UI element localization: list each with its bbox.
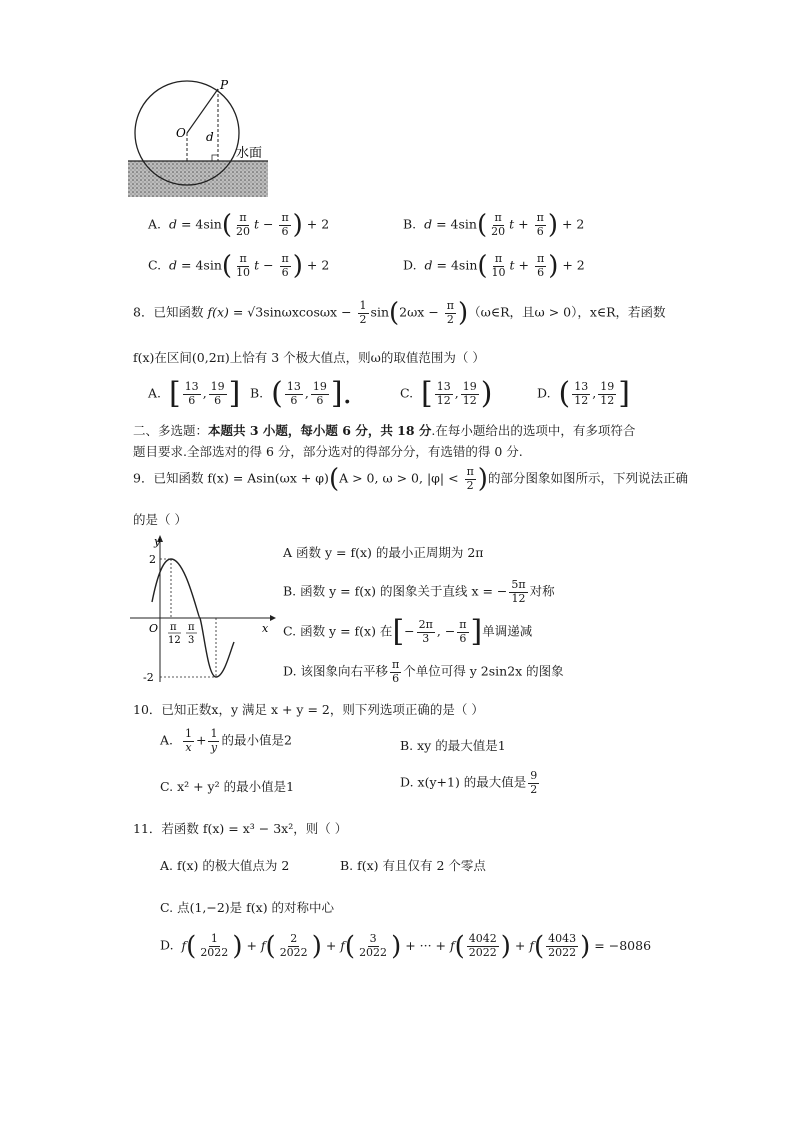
water-wheel-figure — [120, 75, 270, 203]
section2-line2: 题目要求.全部选对的得 6 分，部分选对的得部分分，有选错的得 0 分. — [133, 444, 523, 459]
label-d: d — [206, 130, 214, 144]
q7-option-a: A. d = 4sin( $\frac{\pi}{20}$ t − $\frac{\pi}{6}$ ) + 2 — [148, 210, 330, 241]
svg-text:π: π — [170, 622, 177, 633]
q9-sine-graph — [130, 532, 280, 687]
svg-text:-2: -2 — [143, 671, 154, 684]
q11-d-term: f( $\frac{1}{2022}$ ) + — [181, 931, 261, 962]
svg-text:O: O — [149, 622, 159, 635]
section2-line1: 二、多选题：本题共 3 小题，每小题 6 分，共 18 分.在每小题给出的选项中，有多项符合 — [133, 423, 636, 438]
q10-option-d: D. x(y+1) 的最大值是 $\frac{9}{2}$ — [400, 769, 538, 796]
q9-option-c: C. 函数 y = f(x) 在[− $\frac{2\pi}{3}$ , − $\frac{\pi}{6}$ ]单调递减 — [283, 614, 533, 649]
label-water: 水面 — [236, 146, 263, 161]
label-O: O — [176, 126, 186, 140]
svg-text:2: 2 — [149, 553, 156, 566]
q11-d-term: f( $\frac{4042}{2022}$ ) + — [449, 931, 530, 962]
svg-text:x: x — [262, 622, 269, 635]
label-P: P — [220, 78, 229, 92]
q10-option-c: C. x² + y² 的最小值是1 — [160, 779, 295, 794]
water-region — [128, 161, 268, 197]
q11-option-a: A. f(x) 的极大值点为 2 — [160, 858, 290, 873]
q11-d-term: f( $\frac{4043}{2022}$ ) = −8086 — [529, 931, 652, 962]
q10-option-b: B. xy 的最大值是1 — [400, 738, 506, 753]
q11-option-d: D. f( $\frac{1}{2022}$ ) + f( $\frac{2}{2022}$ ) + f( $\frac{3}{2022}$ ) + ··· + f( $\frac{4042}{2022}$ ) + f( $\frac{4043}{2022}$ ) = −8086 — [160, 931, 652, 962]
q11-d-term: f( $\frac{2}{2022}$ ) + — [260, 931, 341, 962]
q8-option-b: B. ( $\frac{13}{6}$ , $\frac{19}{6}$ ]. — [250, 376, 353, 411]
svg-text:12: 12 — [168, 635, 181, 646]
q9-option-a: A 函数 y = f(x) 的最小正周期为 2π — [283, 545, 484, 560]
q10-stem: 10．已知正数x，y 满足 x + y = 2，则下列选项正确的是（ ） — [133, 702, 484, 717]
q8-stem-line2: f(x)在区间(0,2π)上恰有 3 个极大值点，则ω的取值范围为（ ） — [133, 350, 485, 365]
q7-option-c: C. d = 4sin( $\frac{\pi}{10}$ t − $\frac{\pi}{6}$ ) + 2 — [148, 251, 330, 282]
svg-text:3: 3 — [188, 635, 195, 646]
q8-option-c: C. [ $\frac{13}{12}$ , $\frac{19}{12}$ ) — [400, 376, 493, 411]
q11-option-b: B. f(x) 有且仅有 2 个零点 — [340, 858, 486, 873]
svg-text:π: π — [188, 622, 195, 633]
q9-stem-line1: 9．已知函数 f(x) = Asin(ωx + φ)(A > 0, ω > 0, |φ| < $\frac{\pi}{2}$ )的部分图象如图所示，下列说法正确 — [133, 464, 688, 495]
q9-stem-line2: 的是（ ） — [133, 512, 187, 527]
svg-text:y: y — [154, 535, 161, 548]
q11-d-term: f( $\frac{3}{2022}$ ) + ··· + — [340, 931, 450, 962]
q9-option-b: B. 函数 y = f(x) 的图象关于直线 x = − $\frac{5\pi}{12}$ 对称 — [283, 578, 555, 605]
q11-option-c: C. 点(1,−2)是 f(x) 的对称中心 — [160, 900, 335, 915]
q7-option-d: D. d = 4sin( $\frac{\pi}{10}$ t + $\frac{\pi}{6}$ ) + 2 — [403, 251, 585, 282]
q10-option-a: A. $\frac{1}{x}$ + $\frac{1}{y}$ 的最小值是2 — [160, 727, 292, 754]
q8-stem-line1: 8．已知函数 f(x) = √3sinωxcosωx − $\frac{1}{2}$ sin(2ωx − $\frac{\pi}{2}$ )（ω∈R，且ω > 0），x∈R，若函数 — [133, 298, 666, 329]
q9-option-d: D. 该图象向右平移 $\frac{\pi}{6}$ 个单位可得 y 2sin2x 的图象 — [283, 658, 564, 685]
radius-OP — [187, 89, 218, 133]
q7-option-b: B. d = 4sin( $\frac{\pi}{20}$ t + $\frac{\pi}{6}$ ) + 2 — [403, 210, 585, 241]
q8-option-a: A. [ $\frac{13}{6}$ , $\frac{19}{6}$ ] — [148, 376, 241, 411]
q11-stem: 11．若函数 f(x) = x³ − 3x²，则（ ） — [133, 821, 348, 836]
q8-option-d: D. ( $\frac{13}{12}$ , $\frac{19}{12}$ ] — [537, 376, 630, 411]
